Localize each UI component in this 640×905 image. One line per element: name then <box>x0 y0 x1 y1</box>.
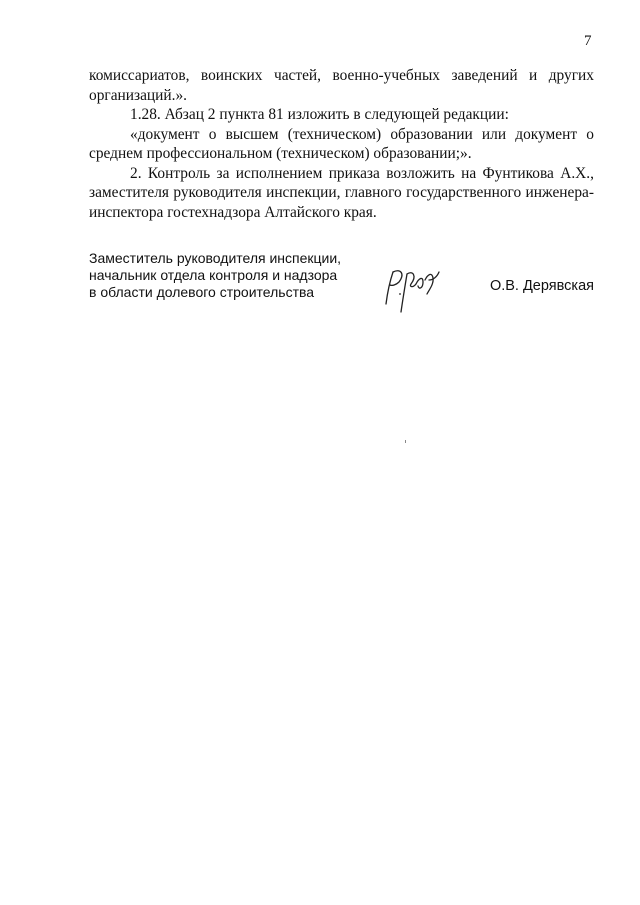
signer-title-line: Заместитель руководителя инспекции, <box>89 250 342 266</box>
page-number: 7 <box>584 33 592 49</box>
handwritten-signature <box>383 264 445 314</box>
signature-block <box>89 250 594 310</box>
signer-title-line: начальник отдела контроля и надзора <box>89 267 338 283</box>
paragraph-item-1-28: 1.28. Абзац 2 пункта 81 изложить в следующей редакции: <box>130 106 509 123</box>
paragraph-quoted-text: «документ о высшем (техническом) образовании или документ о среднем профессиональном (техническом) образовании;». <box>89 125 594 162</box>
signer-title-line: в области долевого строительства <box>89 284 315 300</box>
scan-speck <box>405 440 406 443</box>
paragraph-item-2: 2. Контроль за исполнением приказа возложить на Фунтикова А.Х., заместителя руководителя инспекции, главного государственного инженера-инспектора гостехнадзора Алтайского края. <box>89 164 594 221</box>
document-body <box>89 66 594 222</box>
signer-title <box>89 250 341 301</box>
paragraph-continuation: комиссариатов, воинских частей, военно-учебных заведений и других организаций.». <box>89 67 594 104</box>
signer-name: О.В. Дерявская <box>489 278 594 294</box>
